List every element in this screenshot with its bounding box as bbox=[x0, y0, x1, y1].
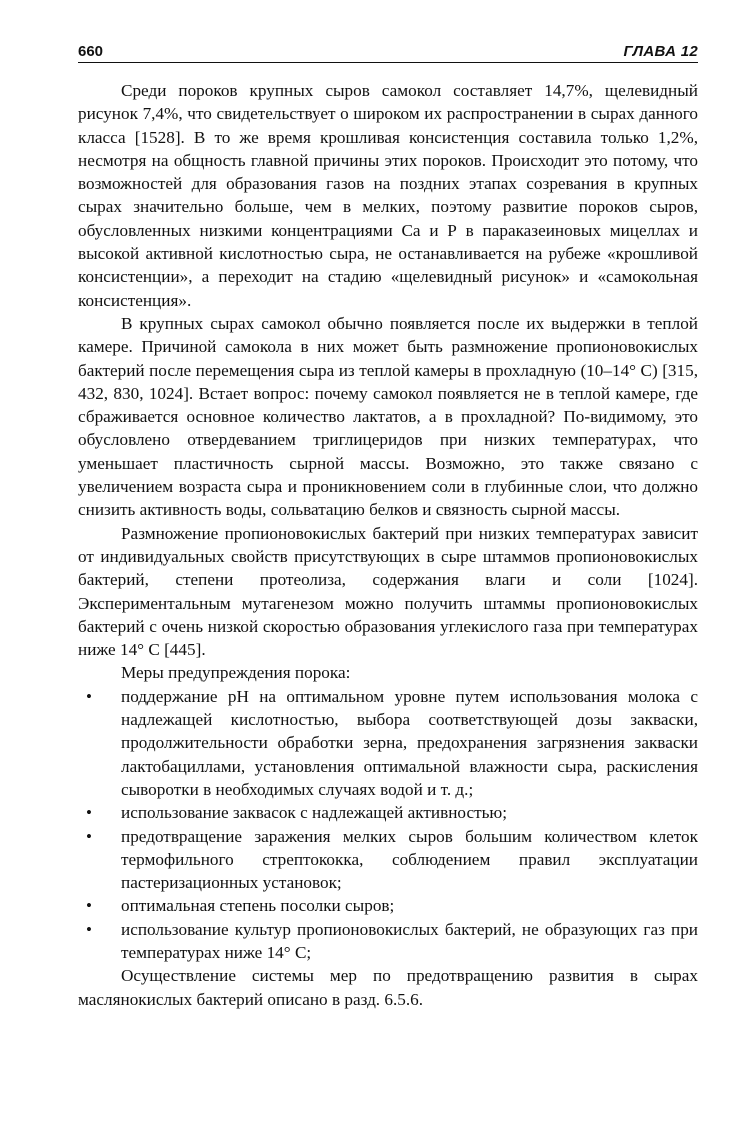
list-item bbox=[78, 825, 698, 895]
bullet-icon: • bbox=[86, 803, 92, 823]
list-item-text: предотвращение заражения мелких сыров большим количеством клеток термофильного стрептококка, соблюдением правил эксплуатации пастеризационных установок; bbox=[121, 826, 698, 893]
bullet-icon: • bbox=[86, 896, 92, 916]
paragraph: В крупных сырах самокол обычно появляется после их выдержки в теплой камере. Причиной самокола в них может быть размножение пропионовокислых бактерий после перемещения сыра из теплой камеры в прохладную (10–14° С) [315, 432, 830, 1024]. Встает вопрос: почему самокол появляется не в теплой камере, где сбраживается основное количество лактатов, а в прохладной? По-видимому, это обусловлено отвердеванием триглицеридов при низких температурах, что уменьшает пластичность сырной массы. Возможно, это также связано с увеличением возраста сыра и проникновением соли в глубинные слои, что должно снизить активность воды, сольватацию белков и связность сырной массы. bbox=[78, 313, 698, 520]
measures-list bbox=[78, 685, 698, 965]
bullet-icon: • bbox=[86, 919, 92, 939]
closing-paragraph: Осуществление системы мер по предотвращению развития в сырах маслянокислых бактерий описано в разд. 6.5.6. bbox=[78, 966, 698, 1009]
paragraph: Среди пороков крупных сыров самокол составляет 14,7%, щелевидный рисунок 7,4%, что свидетельствует о широком их распространении в сырах данного класса [1528]. В то же время крошливая консистенция составила только 1,2%, несмотря на общность главной причины этих пороков. Происходит это потому, что возможностей для образования газов на поздних этапах созревания в крупных сырах значительно больше, чем в мелких, поэтому развитие пороков сыров, обусловленных низкими концентрациями Са и Р в параказеиновых мицеллах и высокой активной кислотностью сыра, не останавливается на рубеже «крошливой консистенции», а переходит на стадию «щелевидный рисунок» и «самокольная консистенция». bbox=[78, 81, 698, 310]
chapter-title: ГЛАВА 12 bbox=[623, 43, 698, 60]
list-item-text: оптимальная степень посолки сыров; bbox=[121, 896, 395, 916]
list-item bbox=[78, 894, 698, 917]
header-rule bbox=[78, 62, 698, 63]
list-intro: Меры предупреждения порока: bbox=[121, 663, 351, 683]
paragraph: Размножение пропионовокислых бактерий при низких температурах зависит от индивидуальных свойств присутствующих в сыре штаммов пропионовокислых бактерий, степени протеолиза, содержания влаги и соли [1024]. Экспериментальным мутагенезом можно получить штаммы пропионовокислых бактерий с очень низкой скоростью образования углекислого газа при температурах ниже 14° С [445]. bbox=[78, 523, 698, 660]
page-number: 660 bbox=[78, 43, 104, 60]
list-item bbox=[78, 801, 698, 824]
list-item bbox=[78, 918, 698, 965]
page-body bbox=[78, 79, 698, 1011]
bullet-icon: • bbox=[86, 826, 92, 846]
list-item-text: использование культур пропионовокислых бактерий, не образующих газ при температурах ниже 14° С; bbox=[121, 919, 698, 962]
bullet-icon: • bbox=[86, 686, 92, 706]
list-item-text: поддержание рН на оптимальном уровне путем использования молока с надлежащей кислотностью, выбора соответствующей дозы закваски, продолжительности обработки зерна, предохранения загрязнения закваски лактобациллами, установления оптимальной влажности сыра, раскисления сыворотки в необходимых случаях водой и т. д.; bbox=[121, 686, 698, 799]
list-item bbox=[78, 685, 698, 801]
running-head bbox=[78, 43, 698, 60]
list-item-text: использование заквасок с надлежащей активностью; bbox=[121, 803, 508, 823]
